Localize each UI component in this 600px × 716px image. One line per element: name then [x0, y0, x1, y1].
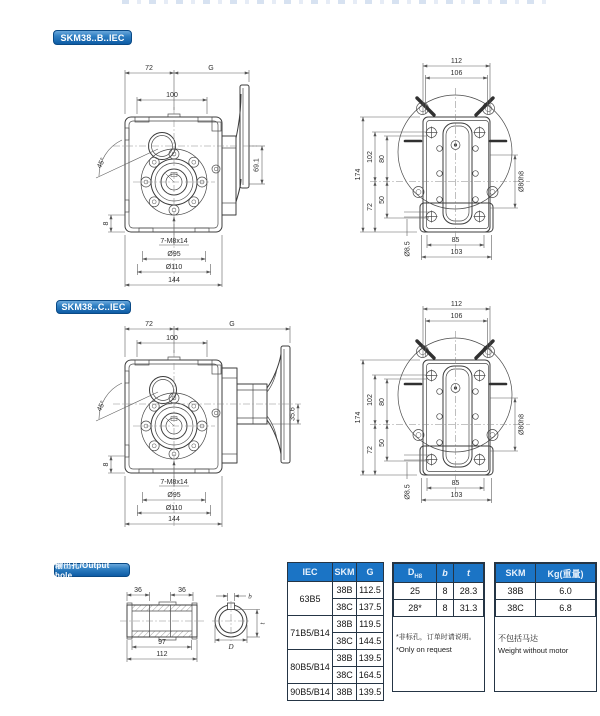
d-cell: 25 [394, 583, 437, 600]
dim-label-69-1: 69.1 [253, 158, 261, 172]
dim-label-102: 102 [367, 394, 374, 406]
dim-label-dia110c: Ø110 [165, 505, 183, 512]
dim-label-36-left: 36 [134, 587, 142, 594]
dim-label-dia80h8: Ø80h8 [518, 170, 526, 193]
bolt-spec-label-c: 7-M8x14 [160, 479, 188, 486]
dim-label-144: 144 [168, 277, 180, 284]
iec-cell: 63B5 [288, 582, 333, 616]
dim-label-72r: 72 [367, 446, 374, 454]
dim-label-dia95: Ø95 [167, 251, 181, 258]
iec-cell: 90B5/B14 [288, 684, 333, 701]
dim-label-103: 103 [450, 249, 463, 256]
dim-label-gc: G [229, 321, 235, 328]
skm-cell: 38C [333, 599, 357, 616]
dim-label-72c: 72 [145, 321, 153, 328]
g-cell: 119.5 [357, 616, 384, 633]
rear-view-drawing-c [330, 295, 575, 530]
center-lines-rear [370, 331, 530, 495]
skm-cell: 38C [333, 667, 357, 684]
dim-label-dia8-5: Ø8.5 [404, 241, 412, 257]
table-row [288, 684, 384, 701]
b-cell: 8 [437, 583, 454, 600]
dim-label-8c: 8 [103, 462, 110, 467]
col-header-iec: IEC [288, 563, 333, 582]
skm-cell: 38B [333, 650, 357, 667]
g-cell: 144.5 [357, 633, 384, 650]
skm-cell: 38C [496, 600, 536, 617]
col-header-d: $D_{H8}$ [394, 564, 437, 583]
dim-label-174: 174 [355, 411, 362, 424]
col-header-skm: SKM [333, 563, 357, 582]
g-cell: 112.5 [357, 582, 384, 599]
dim-label-g: G [208, 65, 214, 72]
dim-label-dia110: Ø110 [165, 264, 183, 271]
t-cell: 31.3 [454, 600, 484, 617]
col-header-kg: Kg(重量) [536, 564, 596, 583]
dim-label-106: 106 [450, 70, 463, 77]
dim-label-112o: 112 [156, 651, 168, 658]
rear-view-c-wrap [330, 295, 575, 535]
kg-cell: 6.0 [536, 583, 596, 600]
dim-label-85: 85 [451, 237, 460, 244]
skm-cell: 38B [333, 684, 357, 701]
dim-label-85: 85 [451, 480, 460, 487]
dim-label-72r: 72 [367, 203, 374, 211]
dim-label-144c: 144 [168, 516, 180, 523]
output-hole-drawing [112, 583, 272, 673]
table-row [288, 582, 384, 599]
g-cell: 139.5 [357, 684, 384, 701]
center-lines-b [113, 107, 257, 284]
note-cn: 不包括马达 [498, 634, 538, 643]
col-header-t: t [454, 564, 484, 583]
dimensions-rear [355, 58, 526, 260]
dim-label-dia8-5: Ø8.5 [404, 484, 412, 500]
iec-g-table [287, 562, 384, 701]
center-lines-c [113, 350, 301, 526]
rear-view-drawing [330, 52, 575, 287]
iec-g-table-wrap [287, 562, 384, 701]
gearbox-body-c [125, 357, 222, 473]
dimensions-rear [355, 301, 526, 503]
cropped-text-remnant [122, 0, 550, 4]
iec-cell: 80B5/B14 [288, 650, 333, 684]
kg-cell: 6.8 [536, 600, 596, 617]
iec-flange-b [222, 85, 249, 215]
side-view-b-drawing [95, 52, 300, 287]
table-row [496, 583, 596, 600]
skm-cell: 38B [333, 582, 357, 599]
dim-label-50: 50 [379, 196, 386, 204]
model-badge-skm38-c-iec: SKM38..C..IEC [56, 300, 131, 314]
dim-label-97: 97 [158, 639, 166, 646]
table-row [496, 600, 596, 617]
skm-cell: 38B [333, 616, 357, 633]
dim-label-50: 50 [379, 439, 386, 447]
b-cell: 8 [437, 600, 454, 617]
dim-label-103: 103 [450, 492, 463, 499]
dim-label-112: 112 [450, 58, 463, 65]
bore-table-box [392, 562, 485, 692]
rear-body [420, 117, 493, 232]
table-row [394, 600, 484, 617]
g-cell: 164.5 [357, 667, 384, 684]
iec-flange-c [222, 346, 290, 463]
dim-label-45degc: 45° [96, 400, 108, 413]
table-row [288, 650, 384, 667]
output-hole-badge: 输出孔/Output hole [54, 563, 130, 577]
hollow-shaft-section [120, 602, 204, 640]
skm-cell: 38B [496, 583, 536, 600]
g-cell: 139.5 [357, 650, 384, 667]
dim-label-45deg: 45° [96, 157, 108, 170]
bolt-spec-label: 7-M8x14 [160, 238, 188, 245]
d-cell: 28* [394, 600, 437, 617]
dim-label-35-6: 35.6 [289, 407, 297, 421]
iec-cell: 71B5/B14 [288, 616, 333, 650]
dimensions-c [95, 321, 301, 527]
rear-body [420, 360, 493, 475]
dim-label-dia95c: Ø95 [167, 492, 181, 499]
bore-table-note [393, 631, 484, 657]
note-cn: *非标孔，订单时请说明。 [396, 634, 476, 641]
g-cell: 137.5 [357, 599, 384, 616]
dim-label-8: 8 [103, 221, 110, 226]
dim-label-36-right: 36 [178, 587, 186, 594]
note-en: *Only on request [396, 644, 452, 654]
gearbox-body-b [125, 114, 222, 232]
note-en: Weight without motor [498, 646, 569, 655]
dim-label-112: 112 [450, 301, 463, 308]
dim-label-dia80h8: Ø80h8 [518, 413, 526, 436]
dim-label-80: 80 [379, 155, 386, 163]
model-badge-skm38-b-iec: SKM38..B..IEC [53, 30, 132, 45]
dim-label-174: 174 [355, 168, 362, 181]
dim-label-80: 80 [379, 398, 386, 406]
weight-table [495, 563, 596, 617]
dim-label-100c: 100 [166, 335, 178, 342]
bore-dia-label-d: D [228, 643, 234, 651]
side-view-c-drawing [95, 318, 310, 553]
dim-label-106: 106 [450, 313, 463, 320]
center-lines-rear [370, 88, 530, 252]
table-row [288, 616, 384, 633]
table-row [394, 583, 484, 600]
col-header-g: G [357, 563, 384, 582]
rear-view-b-wrap [330, 52, 575, 292]
key-depth-label-t: t [258, 622, 267, 625]
col-header-b: b [437, 564, 454, 583]
dim-label-102: 102 [367, 151, 374, 163]
key-width-label-b: b [248, 592, 252, 601]
bore-table [393, 563, 484, 617]
t-cell: 28.3 [454, 583, 484, 600]
dim-label-72: 72 [145, 65, 153, 72]
col-header-skm2: SKM [496, 564, 536, 583]
skm-cell: 38C [333, 633, 357, 650]
bore-cross-section [212, 601, 250, 641]
dim-label-100: 100 [166, 92, 178, 99]
weight-table-note [495, 631, 596, 658]
weight-table-box [494, 562, 597, 692]
